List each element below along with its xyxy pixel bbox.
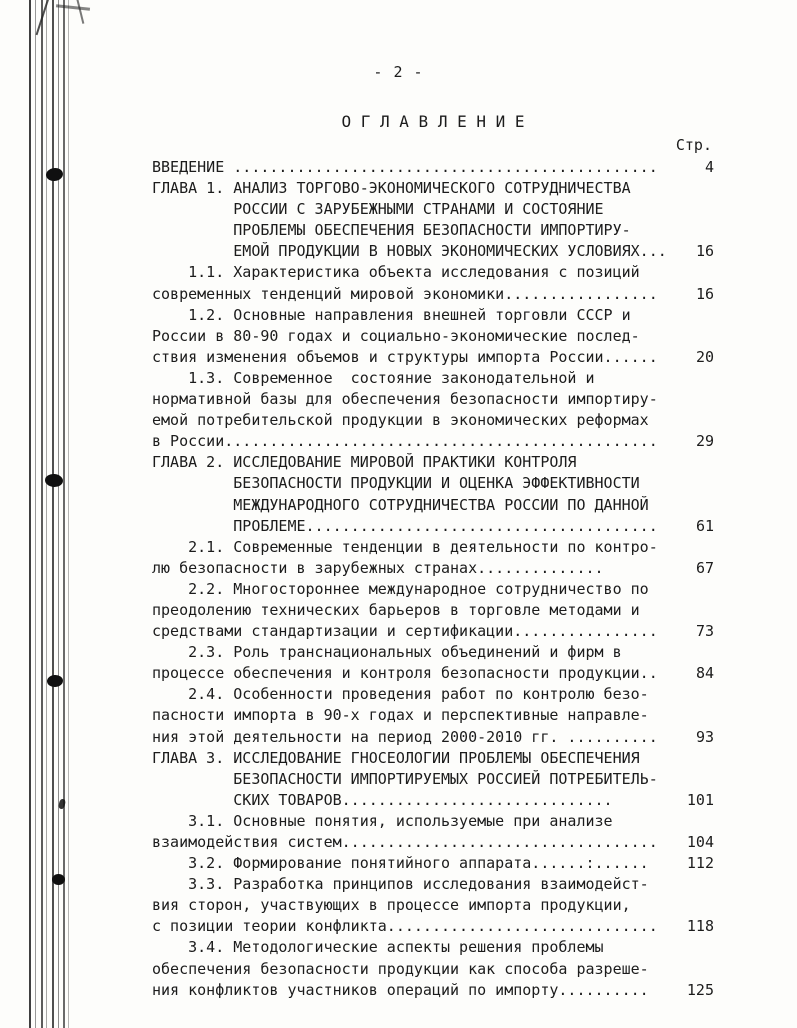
- toc-line: [152, 705, 714, 726]
- toc-line-text: ГЛАВА 3. ИССЛЕДОВАНИЕ ГНОСЕОЛОГИИ ПРОБЛЕМЫ ОБЕСПЕЧЕНИЯ: [152, 748, 640, 767]
- toc-line: [152, 347, 714, 368]
- toc-line-text: 3.1. Основные понятия, используемые при анализе: [152, 811, 613, 830]
- toc-line-text: ЕМОЙ ПРОДУКЦИИ В НОВЫХ ЭКОНОМИЧЕСКИХ УСЛОВИЯХ...: [152, 242, 667, 261]
- toc-line: [152, 537, 714, 558]
- ink-speck: [58, 798, 66, 809]
- toc-line: [152, 326, 714, 347]
- toc-line-text: 2.3. Роль транснациональных объединений и фирм в: [152, 643, 622, 662]
- toc-list: [152, 157, 714, 1001]
- ink-blob: [47, 674, 64, 687]
- toc-line-text: 3.2. Формирование понятийного аппарата......:......: [152, 854, 649, 873]
- toc-line-text: РОССИИ С ЗАРУБЕЖНЫМИ СТРАНАМИ И СОСТОЯНИЕ: [152, 200, 604, 219]
- toc-line: [152, 959, 714, 980]
- toc-line-page: 73: [695, 622, 714, 641]
- toc-line-text: 3.4. Методологические аспекты решения проблемы: [152, 938, 604, 957]
- toc-line-text: вия сторон, участвующих в процессе импорта продукции,: [152, 896, 631, 915]
- toc-line: [152, 431, 714, 452]
- toc-line-text: ГЛАВА 2. ИССЛЕДОВАНИЕ МИРОВОЙ ПРАКТИКИ КОНТРОЛЯ: [152, 453, 577, 472]
- toc-line-text: БЕЗОПАСНОСТИ ПРОДУКЦИИ И ОЦЕНКА ЭФФЕКТИВНОСТИ: [152, 474, 640, 493]
- toc-line-text: нормативной базы для обеспечения безопасности импортиру-: [152, 390, 658, 409]
- toc-line-text: емой потребительской продукции в экономических реформах: [152, 411, 649, 430]
- binding-streak: [46, 0, 47, 1028]
- binding-streak: [68, 0, 69, 1028]
- toc-line: [152, 178, 714, 199]
- toc-line-text: ния конфликтов участников операций по импорту..........: [152, 980, 649, 999]
- toc-line: [152, 579, 714, 600]
- page-number: - 2 -: [373, 63, 424, 81]
- toc-line-text: ПРОБЛЕМЕ.......................................: [152, 516, 658, 535]
- toc-line-text: преодолению технических барьеров в торговле методами и: [152, 600, 640, 619]
- scan-edge-artifacts: [0, 0, 90, 1028]
- toc-line-page: 104: [686, 833, 714, 851]
- toc-line: [152, 832, 714, 853]
- toc-line-text: 1.2. Основные направления внешней торговли СССР и: [152, 305, 631, 324]
- toc-line: [152, 853, 714, 874]
- toc-line-text: ствия изменения объемов и структуры импорта России......: [152, 347, 658, 366]
- binding-streak: [52, 0, 54, 1028]
- binding-streak: [29, 0, 31, 1028]
- toc-line: [152, 157, 714, 178]
- toc-line-page: 61: [695, 516, 714, 535]
- toc-line-text: пасности импорта в 90-х годах и перспективные направле-: [152, 706, 649, 725]
- toc-line: [152, 368, 714, 389]
- page-column-header: Стр.: [675, 136, 712, 154]
- ink-blob: [52, 874, 65, 885]
- toc-line-page: 67: [695, 558, 714, 577]
- toc-line-text: 3.3. Разработка принципов исследования взаимодейст-: [152, 875, 649, 894]
- toc-line: [152, 916, 714, 937]
- toc-line: [152, 727, 714, 748]
- toc-line: [152, 663, 714, 684]
- toc-line-page: 20: [695, 347, 714, 366]
- toc-line: [152, 389, 714, 410]
- ink-blob: [45, 167, 64, 182]
- toc-line-page: 112: [686, 854, 714, 873]
- toc-line-text: ния этой деятельности на период 2000-2010 гг. ..........: [152, 727, 658, 746]
- toc-line: [152, 199, 714, 220]
- toc-line: [152, 684, 714, 705]
- toc-line-text: 2.4. Особенности проведения работ по контролю безо-: [152, 685, 649, 704]
- toc-line: [152, 495, 714, 516]
- toc-line-text: ПРОБЛЕМЫ ОБЕСПЕЧЕНИЯ БЕЗОПАСНОСТИ ИМПОРТИРУ-: [152, 221, 631, 240]
- toc-content: [152, 110, 714, 1001]
- toc-line-page: 93: [695, 727, 714, 746]
- toc-line: [152, 895, 714, 916]
- toc-line: [152, 980, 714, 1001]
- toc-line-text: 2.2. Многостороннее международное сотрудничество по: [152, 579, 649, 598]
- toc-line: [152, 305, 714, 326]
- toc-line-text: СКИХ ТОВАРОВ..............................: [152, 790, 613, 809]
- toc-line: [152, 769, 714, 790]
- toc-line-text: 1.1. Характеристика объекта исследования с позиций: [152, 263, 640, 282]
- binding-streak: [41, 0, 43, 1028]
- toc-line-text: России в 80-90 годах и социально-экономические послед-: [152, 326, 640, 345]
- toc-line-text: обеспечения безопасности продукции как способа разреше-: [152, 959, 649, 978]
- toc-line: [152, 748, 714, 769]
- toc-line-page: 118: [686, 917, 714, 936]
- toc-line-text: БЕЗОПАСНОСТИ ИМПОРТИРУЕМЫХ РОССИЕЙ ПОТРЕБИТЕЛЬ-: [152, 769, 658, 788]
- toc-line: [152, 642, 714, 663]
- toc-line: [152, 473, 714, 494]
- toc-line: [152, 621, 714, 642]
- toc-line: [152, 937, 714, 958]
- toc-line-text: ВВЕДЕНИЕ ...............................................: [152, 158, 658, 176]
- toc-line-text: 2.1. Современные тенденции в деятельности по контро-: [152, 537, 658, 556]
- toc-line-page: 16: [695, 242, 714, 261]
- toc-line-page: 125: [686, 980, 714, 999]
- toc-line: [152, 452, 714, 473]
- scan-corner-mark: [76, 0, 85, 24]
- toc-line-text: средствами стандартизации и сертификации................: [152, 622, 658, 641]
- toc-line: [152, 790, 714, 811]
- toc-line: [152, 558, 714, 579]
- binding-streak: [35, 0, 36, 1028]
- toc-line-text: с позиции теории конфликта..............................: [152, 917, 658, 936]
- toc-line: [152, 516, 714, 537]
- binding-streak: [63, 0, 65, 1028]
- toc-title: О Г Л А В Л Е Н И Е: [341, 112, 525, 131]
- ink-blob: [44, 473, 63, 488]
- toc-line: [152, 410, 714, 431]
- toc-line-page: 101: [686, 790, 714, 809]
- scan-corner-mark: [36, 0, 51, 35]
- toc-line-text: процессе обеспечения и контроля безопасности продукции..: [152, 664, 658, 683]
- toc-line-page: 16: [695, 284, 714, 303]
- toc-line-page: 4: [704, 158, 714, 176]
- toc-line-text: ГЛАВА 1. АНАЛИЗ ТОРГОВО-ЭКОНОМИЧЕСКОГО СОТРУДНИЧЕСТВА: [152, 179, 631, 198]
- toc-line: [152, 262, 714, 283]
- toc-line: [152, 284, 714, 305]
- toc-line-text: 1.3. Современное состояние законодательной и: [152, 368, 595, 387]
- toc-line-page: 29: [695, 432, 714, 451]
- toc-line-text: лю безопасности в зарубежных странах..............: [152, 558, 604, 577]
- toc-line-text: в России................................................: [152, 432, 658, 451]
- toc-line-text: взаимодействия систем...................................: [152, 833, 658, 851]
- scan-corner-mark: [56, 4, 90, 11]
- toc-line-text: МЕЖДУНАРОДНОГО СОТРУДНИЧЕСТВА РОССИИ ПО ДАННОЙ: [152, 495, 649, 514]
- toc-line-page: 84: [695, 664, 714, 683]
- toc-line: [152, 600, 714, 621]
- toc-line-text: современных тенденций мировой экономики.................: [152, 284, 658, 303]
- toc-line: [152, 874, 714, 895]
- toc-line: [152, 220, 714, 241]
- toc-line: [152, 811, 714, 832]
- toc-line: [152, 241, 714, 262]
